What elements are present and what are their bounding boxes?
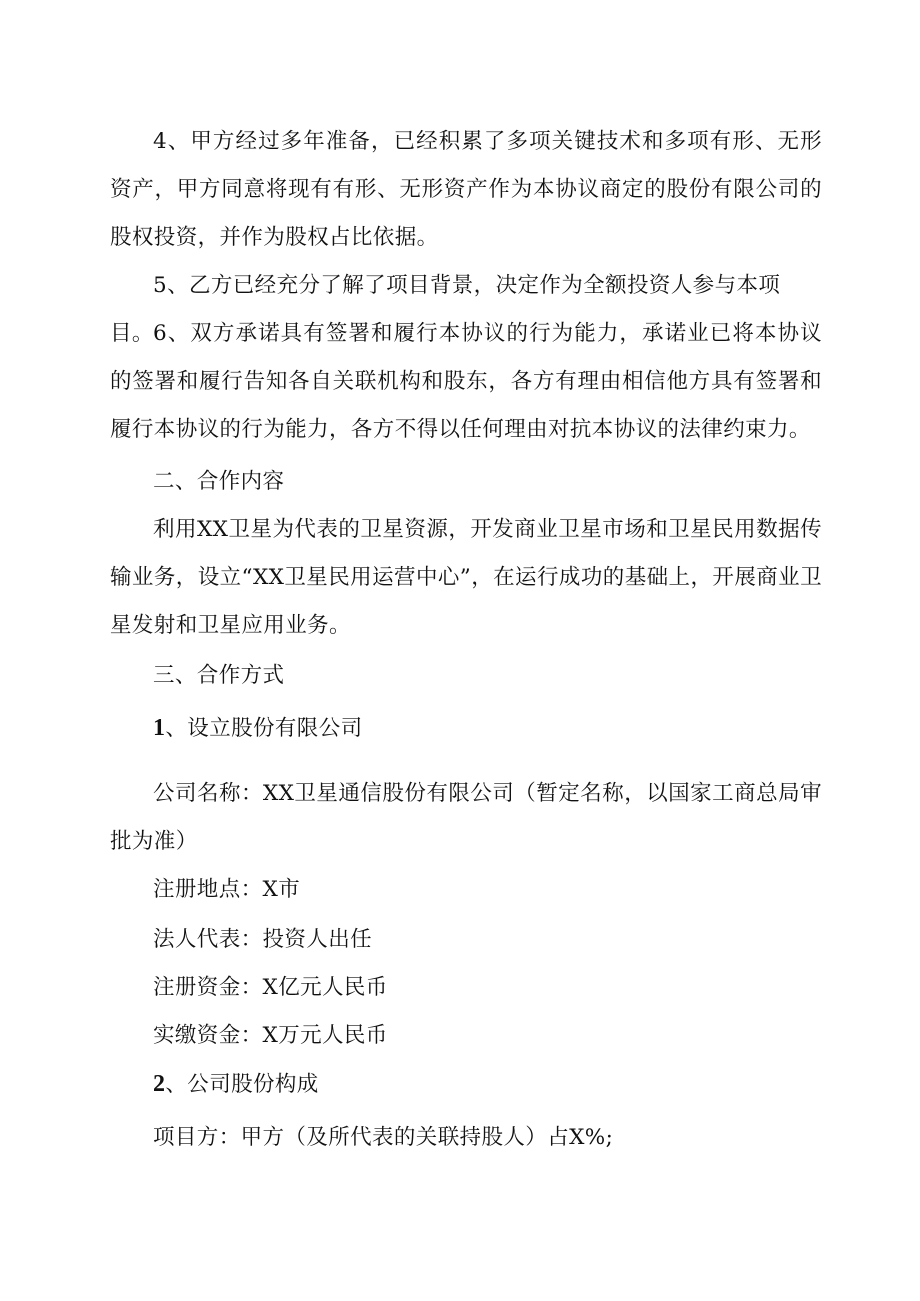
item-number-2: 2 xyxy=(153,1071,166,1097)
legal-representative-line: 法人代表：投资人出任 xyxy=(153,927,373,952)
item-number-1: 1 xyxy=(153,715,166,741)
company-name-line: 公司名称：XX卫星通信股份有限公司（暂定名称，以国家工商总局审批为准） xyxy=(110,781,822,854)
registered-location-line: 注册地点：X市 xyxy=(153,877,301,902)
paid-in-capital-line: 实缴资金：X万元人民币 xyxy=(153,1023,388,1048)
item-title-share-structure: 、公司股份构成 xyxy=(165,1072,319,1097)
project-party-share-line: 项目方：甲方（及所代表的关联持股人）占X%; xyxy=(153,1125,614,1150)
paragraph-clause-4: 4、甲方经过多年准备，已经积累了多项关键技术和多项有形、无形资产，甲方同意将现有有形、无形资产作为本协议商定的股份有限公司的股权投资，并作为股权占比依据。 xyxy=(110,129,822,250)
registered-capital-line: 注册资金：X亿元人民币 xyxy=(153,975,388,1000)
item-heading-establish-company xyxy=(110,704,822,753)
section-heading-cooperation-method: 三、合作方式 xyxy=(153,663,285,688)
item-heading-share-structure xyxy=(110,1060,822,1109)
paragraph-clause-6: 6、双方承诺具有签署和履行本协议的行为能力，承诺业已将本协议的签署和履行告知各自关联机构和股东，各方有理由相信他方具有签署和履行本协议的行为能力，各方不得以任何理由对抗本协议的法律约束力。 xyxy=(110,321,822,442)
paragraph-cooperation-content: 利用XX卫星为代表的卫星资源，开发商业卫星市场和卫星民用数据传输业务，设立“XX卫星民用运营中心”，在运行成功的基础上，开展商业卫星发射和卫星应用业务。 xyxy=(110,517,822,638)
section-heading-cooperation-content: 二、合作内容 xyxy=(153,469,285,494)
paragraph-clause-5: 5、乙方已经充分了解了项目背景，决定作为全额投资人参与本项目。 xyxy=(110,273,781,346)
item-title-establish-company: 、设立股份有限公司 xyxy=(165,716,363,741)
